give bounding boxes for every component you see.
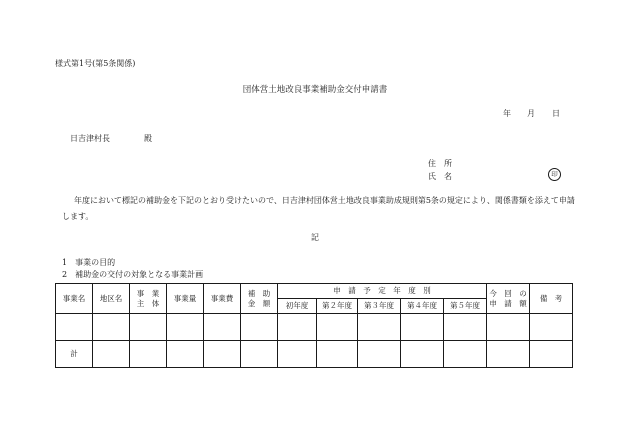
body-paragraph: 年度において標記の補助金を下記のとおり受けたいので、日吉津村団体営土地改良事業助成規則第5条の規定により、関係書類を添えて申請します。 [62, 196, 575, 221]
form-number: 様式第1号(第5条関係) [55, 59, 136, 68]
header-year3: 第３年度 [358, 299, 401, 314]
header-year4: 第４年度 [401, 299, 444, 314]
total-remarks[interactable] [530, 341, 573, 368]
total-quantity[interactable] [167, 341, 204, 368]
header-year5: 第５年度 [444, 299, 487, 314]
total-cost[interactable] [204, 341, 241, 368]
date-day-label: 日 [552, 109, 560, 118]
cell-year3[interactable] [358, 314, 401, 341]
cell-district-name[interactable] [93, 314, 130, 341]
project-plan-table [55, 283, 573, 368]
header-current-bottom: 申 請 額 [489, 298, 527, 308]
header-entity-top: 事 業 [136, 288, 160, 298]
applicant-name-row [428, 171, 452, 182]
cell-year4[interactable] [401, 314, 444, 341]
header-district-name: 地区名 [93, 284, 130, 314]
date-line [0, 108, 630, 120]
header-project-name: 事業名 [56, 284, 93, 314]
addressee [70, 133, 152, 144]
total-year1[interactable] [278, 341, 317, 368]
cell-quantity[interactable] [167, 314, 204, 341]
applicant-address-row [428, 158, 452, 169]
addressee-honorific: 殿 [144, 134, 152, 143]
total-current-request[interactable] [487, 341, 530, 368]
applicant-address-label: 住 所 [428, 159, 452, 168]
cell-year1[interactable] [278, 314, 317, 341]
cell-subsidy[interactable] [241, 314, 278, 341]
total-district-name[interactable] [93, 341, 130, 368]
ki-heading: 記 [311, 233, 319, 242]
applicant-name-label: 氏 名 [428, 172, 452, 181]
header-current-request [487, 284, 530, 314]
document-title: 団体営土地改良事業補助金交付申請書 [242, 85, 388, 95]
header-cost: 事業費 [204, 284, 241, 314]
total-subsidy[interactable] [241, 341, 278, 368]
date-month-label: 月 [527, 109, 535, 118]
cell-entity[interactable] [130, 314, 167, 341]
item-plan: 2 補助金の交付の対象となる事業計画 [62, 270, 204, 279]
header-entity [130, 284, 167, 314]
cell-year5[interactable] [444, 314, 487, 341]
total-year4[interactable] [401, 341, 444, 368]
cell-project-name[interactable] [56, 314, 93, 341]
seal-mark: 印 [548, 168, 561, 181]
header-year1: 初年度 [278, 299, 317, 314]
total-year2[interactable] [317, 341, 358, 368]
total-label: 計 [56, 341, 93, 368]
header-subsidy-top: 補 助 [247, 288, 271, 298]
header-subsidy-bottom: 金 額 [247, 298, 271, 308]
addressee-name: 日吉津村長 [70, 134, 110, 143]
cell-remarks[interactable] [530, 314, 573, 341]
cell-current-request[interactable] [487, 314, 530, 341]
total-entity[interactable] [130, 341, 167, 368]
cell-cost[interactable] [204, 314, 241, 341]
total-year5[interactable] [444, 341, 487, 368]
header-remarks: 備 考 [530, 284, 573, 314]
header-subsidy [241, 284, 278, 314]
cell-year2[interactable] [317, 314, 358, 341]
total-row [56, 341, 573, 368]
header-quantity: 事業量 [167, 284, 204, 314]
header-annual-group: 申 請 予 定 年 度 別 [278, 284, 487, 299]
date-year-label: 年 [503, 109, 511, 118]
table-row [56, 314, 573, 341]
header-current-top: 今 回 の [489, 288, 527, 298]
header-entity-bottom: 主 体 [136, 298, 160, 308]
item-purpose: 1 事業の目的 [62, 258, 116, 267]
header-year2: 第２年度 [317, 299, 358, 314]
total-year3[interactable] [358, 341, 401, 368]
